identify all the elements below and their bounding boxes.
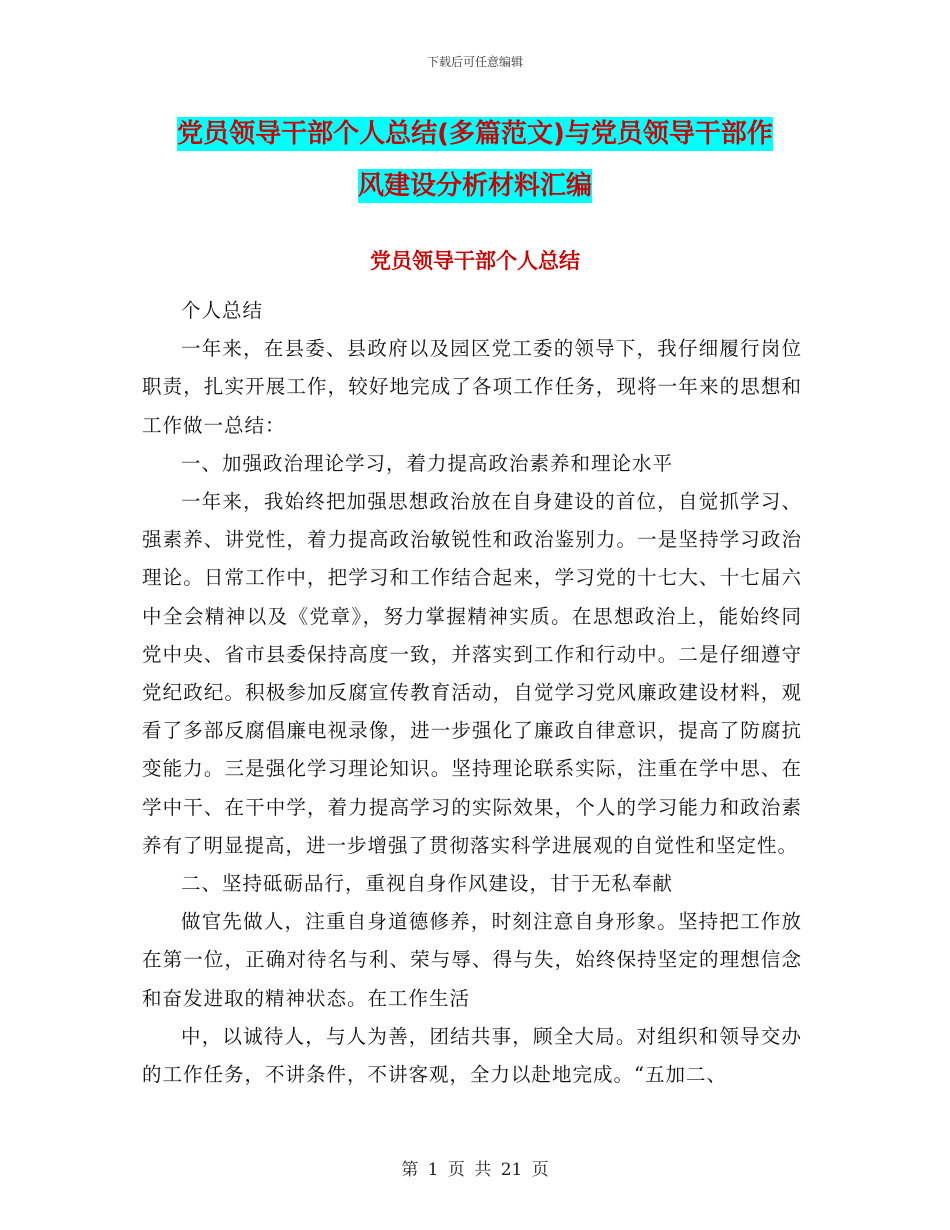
- body-text: [142, 292, 802, 1094]
- paragraph: 二、坚持砥砺品行，重视自身作风建设，甘于无私奉献: [181, 872, 674, 896]
- paragraph: 个人总结: [181, 299, 264, 322]
- paragraph: 中，以诚待人，与人为善，团结共事，顾全大局。对组织和领导交办的工作任务，不讲条件，不讲客观，全力以赴地完成。“五加二、: [142, 1024, 802, 1087]
- title-line-1: 党员领导干部个人总结(多篇范文)与党员领导干部作: [177, 119, 773, 149]
- title-line-2: 风建设分析材料汇编: [357, 171, 592, 201]
- paragraph: 一、加强政治理论学习，着力提高政治素养和理论水平: [181, 451, 674, 475]
- header-note: 下载后可任意编辑: [426, 55, 523, 69]
- paragraph: 一年来，在县委、县政府以及园区党工委的领导下，我仔细履行岗位职责，扎实开展工作，较好地完成了各项工作任务，现将一年来的思想和工作做一总结：: [142, 337, 802, 437]
- page-footer: 第 1 页 共 21 页: [401, 1160, 549, 1180]
- paragraph: 做官先做人，注重自身道德修养，时刻注意自身形象。坚持把工作放在第一位，正确对待名与利、荣与辱、得与失，始终保持坚定的理想信念和奋发进取的精神状态。在工作生活: [142, 910, 802, 1010]
- paragraph: 一年来，我始终把加强思想政治放在自身建设的首位，自觉抓学习、强素养、讲党性，着力提高政治敏锐性和政治鉴别力。一是坚持学习政治理论。日常工作中，把学习和工作结合起来，学习党的十七大、十七届六中全会精神以及《党章》，努力掌握精神实质。在思想政治上，能始终同党中央、省市县委保持高度一致，并落实到工作和行动中。二是仔细遵守党纪政纪。积极参加反腐宣传教育活动，自觉学习党风廉政建设材料，观看了多部反腐倡廉电视录像，进一步强化了廉政自律意识，提高了防腐抗变能力。三是强化学习理论知识。坚持理论联系实际，注重在学中思、在学中干、在干中学，着力提高学习的实际效果，个人的学习能力和政治素养有了明显提高，进一步增强了贯彻落实科学进展观的自觉性和坚定性。: [142, 490, 802, 857]
- document-title: [140, 108, 810, 212]
- section-title: 党员领导干部个人总结: [370, 249, 580, 273]
